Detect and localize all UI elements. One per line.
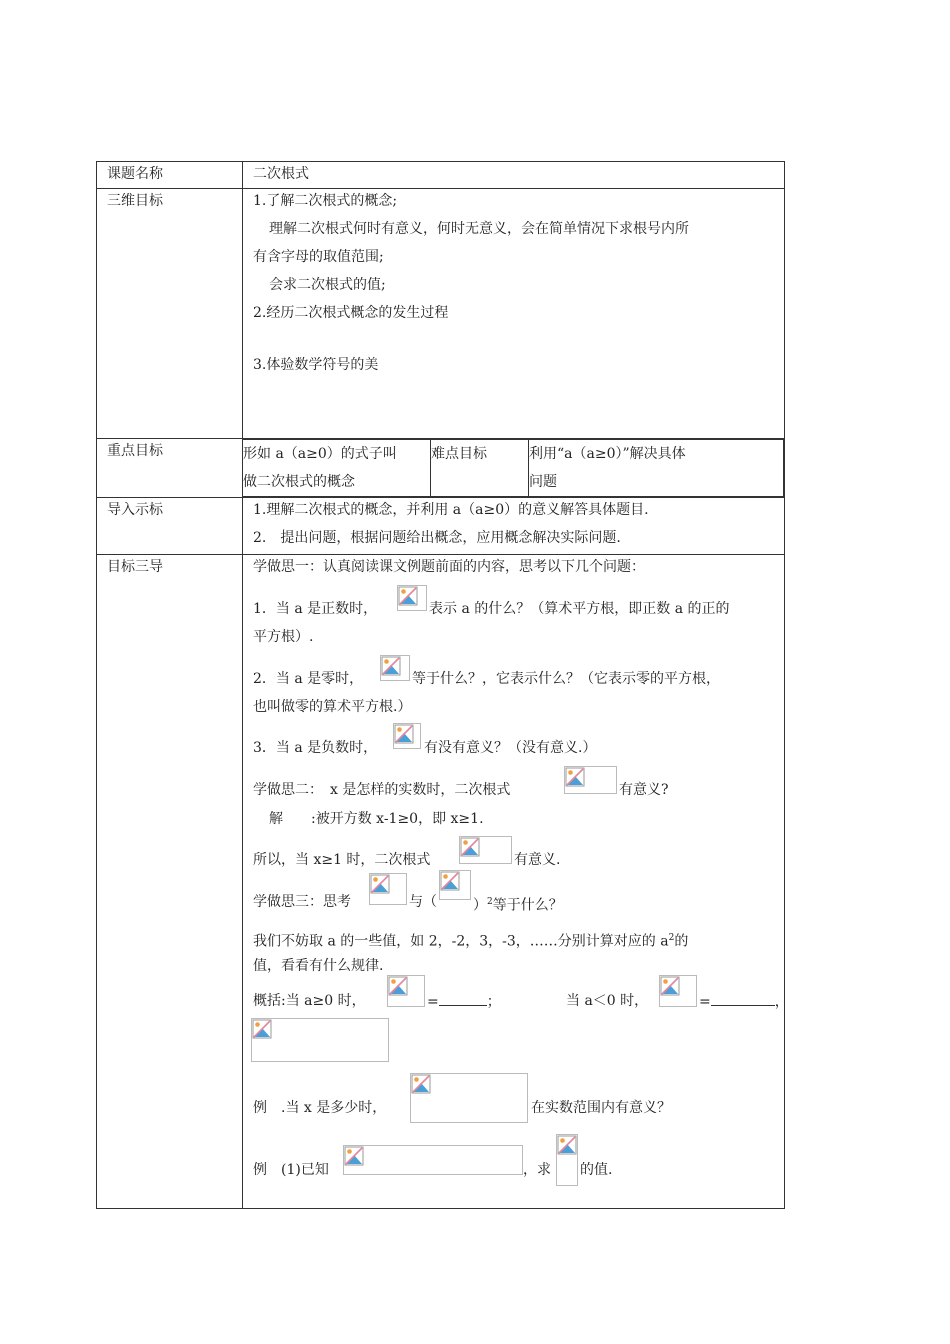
formula-image: [397, 585, 427, 611]
think3-sup: 2: [487, 897, 493, 907]
equals-sign: =: [427, 994, 439, 1010]
lesson-plan-table: [96, 161, 789, 1209]
ex2-end: 的值.: [580, 1162, 613, 1178]
ex1-start: 例 .当 x 是多少时，: [253, 1100, 387, 1116]
goal-line-1: 1.了解二次根式的概念;: [253, 193, 398, 209]
broken-image-icon: [381, 656, 401, 676]
difficulty-label: 难点目标: [431, 440, 529, 497]
ex2-mid: ，求: [523, 1162, 551, 1178]
broken-image-icon: [394, 724, 414, 744]
title-label: 课题名称: [97, 162, 243, 189]
think3-start: 学做思三：思考: [253, 894, 351, 910]
ex2-start: 例 (1)已知: [253, 1162, 329, 1178]
sum-eq-2: [699, 991, 789, 1012]
semicolon: ；: [486, 994, 501, 1010]
focus-label: 重点目标: [97, 439, 243, 498]
goal-line-5: 2.经历二次根式概念的发生过程: [253, 305, 449, 321]
think3-tail: [473, 892, 563, 916]
formula-image: [439, 870, 471, 900]
q3-start: 3．当 a 是负数时，: [253, 740, 378, 756]
so-end: 有意义.: [514, 852, 561, 868]
sum-eq-1: [427, 991, 501, 1012]
focus-text-2: 做二次根式的概念: [243, 474, 355, 490]
formula-image: [251, 1018, 389, 1062]
intro-line-2: 2. 提出问题，根据问题给出概念，应用概念解决实际问题.: [253, 530, 621, 546]
goal-line-4: 会求二次根式的值;: [269, 277, 386, 293]
answer-blank[interactable]: [439, 991, 487, 1006]
broken-image-icon: [370, 874, 390, 894]
think1-title: 学做思一：认真阅读课文例题前面的内容，思考以下几个问题：: [253, 559, 645, 575]
intro-cell: [243, 498, 785, 555]
think2-end: 有意义?: [619, 782, 669, 798]
try-line: [253, 928, 688, 952]
focus-inner-table: [243, 439, 784, 497]
equals-sign: =: [699, 994, 711, 1010]
q1-cont: 平方根）.: [253, 629, 314, 645]
intro-label: 导入示标: [97, 498, 243, 555]
sum-mid: 当 a＜0 时，: [566, 993, 649, 1009]
difficulty-text-1: 利用“a（a≥0）”解决具体: [529, 446, 686, 462]
broken-image-icon: [565, 767, 585, 787]
broken-image-icon: [460, 837, 480, 857]
goal-line-3: 有含字母的取值范围;: [253, 249, 384, 265]
formula-image: [387, 975, 425, 1007]
ex1-end: 在实数范围内有意义？: [531, 1100, 671, 1116]
formula-image: [556, 1134, 578, 1186]
guide-label: 目标三导: [97, 555, 243, 1209]
formula-image: [343, 1145, 523, 1175]
guide-cell: [243, 555, 789, 1209]
title-value: 二次根式: [243, 162, 785, 189]
broken-image-icon: [398, 586, 418, 606]
broken-image-icon: [388, 976, 408, 996]
formula-image: [380, 655, 410, 681]
q1-start: 1．当 a 是正数时，: [253, 601, 378, 617]
q2-cont: 也叫做零的算术平方根.）: [253, 699, 412, 715]
think3-mid: 与（: [409, 894, 437, 910]
broken-image-icon: [252, 1019, 272, 1039]
goals-label: 三维目标: [97, 189, 243, 439]
focus-text-1: 形如 a（a≥0）的式子叫: [243, 446, 397, 462]
answer-blank[interactable]: [711, 991, 775, 1006]
broken-image-icon: [557, 1135, 577, 1155]
try-cont: 值，看看有什么规律.: [253, 958, 384, 974]
try-start: 我们不妨取 a 的一些值，如 2，-2，3，-3，……分别计算对应的 a: [253, 933, 669, 950]
try-sup: 2: [668, 933, 675, 943]
think3-end: 等于什么？: [492, 897, 563, 914]
broken-image-icon: [411, 1074, 431, 1094]
intro-line-1: 1.理解二次根式的概念，并利用 a（a≥0）的意义解答具体题目.: [253, 502, 649, 518]
broken-image-icon: [440, 871, 460, 891]
broken-image-icon: [344, 1146, 364, 1166]
q2-end: 等于什么？，它表示什么？（它表示零的平方根，: [412, 671, 720, 687]
so-start: 所以，当 x≥1 时，二次根式: [253, 852, 431, 868]
q2-start: 2．当 a 是零时，: [253, 671, 364, 687]
sum-start: 概括:当 a≥0 时，: [253, 993, 366, 1009]
goals-cell: [243, 189, 785, 439]
formula-image: [659, 975, 697, 1007]
formula-image: [369, 873, 407, 905]
q3-end: 有没有意义？（没有意义.）: [424, 740, 597, 756]
think2-start: 学做思二： x 是怎样的实数时，二次根式: [253, 782, 511, 798]
think3-paren: ）: [473, 897, 487, 914]
comma: ，: [774, 994, 789, 1010]
formula-image: [410, 1073, 528, 1123]
formula-image: [393, 723, 421, 749]
broken-image-icon: [660, 976, 680, 996]
focus-cell: [243, 439, 785, 498]
goal-line-6: 3.体验数学符号的美: [253, 357, 379, 373]
goal-line-2: 理解二次根式何时有意义，何时无意义，会在简单情况下求根号内所: [269, 221, 689, 237]
solve-line: 解 :被开方数 x-1≥0，即 x≥1.: [269, 811, 484, 827]
q1-end: 表示 a 的什么？（算术平方根，即正数 a 的正的: [429, 601, 730, 617]
difficulty-text-2: 问题: [529, 474, 557, 490]
formula-image: [564, 766, 617, 794]
try-end: 的: [674, 933, 689, 950]
formula-image: [459, 836, 512, 864]
